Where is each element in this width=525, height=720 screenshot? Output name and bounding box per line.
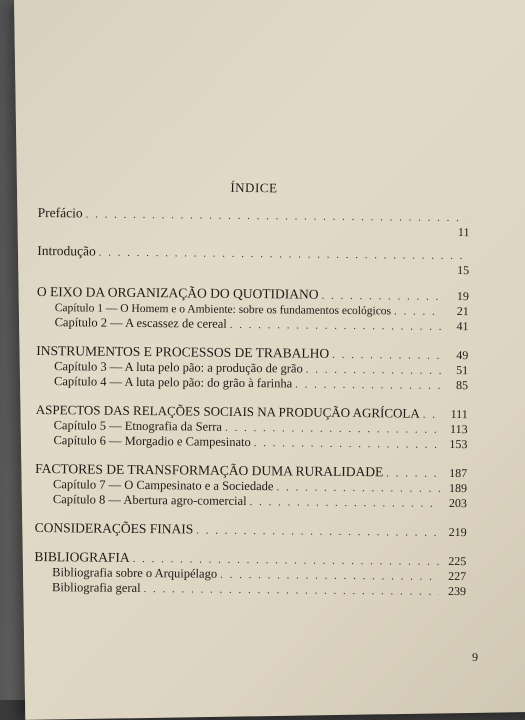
- chapter-label: Capítulo 5 — Etnografia da Serra: [53, 418, 223, 434]
- toc-section-factores: [35, 462, 467, 511]
- chapter-page: 203: [448, 495, 467, 511]
- dot-leader: [250, 495, 440, 511]
- dot-leader: [306, 363, 442, 378]
- dot-leader: [423, 408, 441, 422]
- dot-leader: [254, 436, 441, 452]
- section-title: INSTRUMENTOS E PROCESSOS DE TRABALHO: [36, 342, 330, 361]
- chapter-page: 51: [456, 363, 469, 378]
- toc-line: [35, 521, 467, 540]
- dot-leader: [225, 421, 441, 437]
- dot-leader: [276, 480, 440, 496]
- section-page: 19: [456, 289, 469, 304]
- dot-leader: [144, 582, 440, 599]
- toc-section-eixo: [37, 285, 469, 334]
- chapter-label: Capítulo 1 — O Homem e o Ambiente: sobre os fundamentos ecológicos: [54, 302, 392, 318]
- chapter-page: 21: [456, 304, 469, 319]
- toc-section-consideracoes: [35, 521, 467, 540]
- dot-leader: [295, 377, 441, 392]
- dot-leader: [394, 304, 442, 318]
- section-title: O EIXO DA ORGANIZAÇÃO DO QUOTIDIANO: [36, 283, 319, 302]
- toc-section-instrumentos: [36, 344, 468, 393]
- chapter-page: 113: [449, 421, 468, 437]
- section-page: 49: [456, 348, 469, 363]
- chapter-page: 85: [455, 378, 469, 393]
- page-number: 9: [471, 649, 479, 665]
- toc-section-aspectos: [35, 403, 467, 452]
- section-title: FACTORES DE TRANSFORMAÇÃO DUMA RURALIDADE: [35, 460, 384, 480]
- section-page: 219: [448, 524, 467, 540]
- chapter-page: 41: [456, 319, 469, 334]
- section-title: Prefácio: [37, 204, 83, 221]
- chapter-label: Capítulo 7 — O Campesinato e a Sociedade: [52, 477, 274, 494]
- section-title: CONSIDERAÇÕES FINAIS: [34, 519, 194, 537]
- chapter-page: 239: [447, 583, 467, 599]
- chapter-label: Capítulo 3 — A luta pelo pão: a produção de grão: [54, 359, 303, 376]
- chapter-label: Capítulo 8 — Abertura agro-comercial: [52, 492, 247, 509]
- section-page: 15: [457, 263, 470, 278]
- chapter-page: 227: [448, 568, 467, 584]
- chapter-label: Capítulo 6 — Morgadio e Campesinato: [53, 433, 251, 450]
- dot-leader: [220, 568, 439, 584]
- section-page: 11: [457, 225, 470, 240]
- dot-leader: [196, 524, 439, 540]
- chapter-label: Bibliografia geral: [52, 580, 141, 596]
- dot-leader: [386, 466, 440, 481]
- chapter-page: 153: [449, 436, 468, 452]
- table-of-contents: [34, 178, 470, 599]
- dot-leader: [230, 318, 442, 334]
- section-page: 225: [448, 553, 467, 569]
- section-title: ASPECTOS DAS RELAÇÕES SOCIAIS NA PRODUÇÃO AGRÍCOLA: [35, 401, 420, 421]
- chapter-page: 189: [448, 480, 468, 496]
- index-title: ÍNDICE: [230, 179, 278, 196]
- section-title: Introdução: [37, 242, 96, 259]
- dot-leader: [321, 289, 442, 304]
- chapter-label: Bibliografia sobre o Arquipélago: [52, 565, 218, 581]
- chapter-label: Capítulo 4 — A luta pelo pão: do grão à farinha: [53, 374, 293, 391]
- chapter-label: Capítulo 2 — A escassez de cereal: [54, 315, 227, 331]
- dot-leader: [332, 348, 441, 363]
- toc-section-introducao: [37, 244, 469, 277]
- section-page: 187: [449, 465, 468, 481]
- section-page: 111: [450, 406, 468, 422]
- toc-section-prefacio: [37, 206, 469, 239]
- section-title: BIBLIOGRAFIA: [34, 548, 130, 565]
- toc-section-bibliografia: [34, 550, 466, 599]
